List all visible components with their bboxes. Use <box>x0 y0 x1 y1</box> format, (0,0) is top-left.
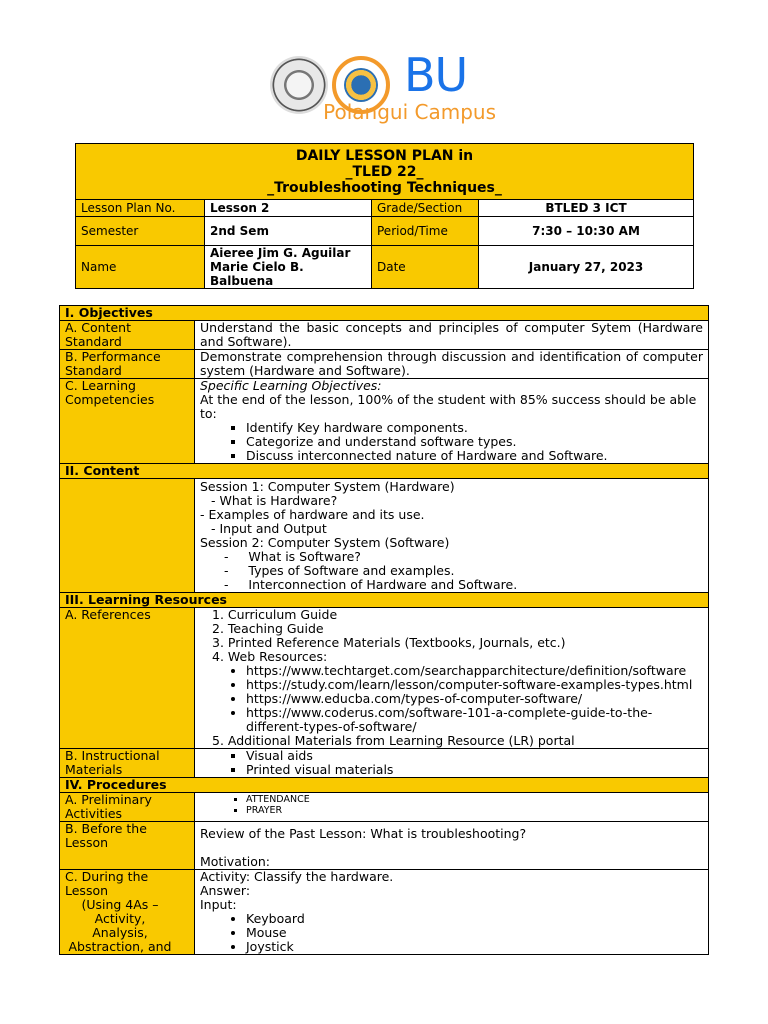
preliminary-activities: ▪ ATTENDANCE ▪ PRAYER <box>195 793 709 822</box>
date-label: Date <box>372 246 479 289</box>
resources-heading: III. Learning Resources <box>60 593 709 608</box>
content-standard: Understand the basic concepts and principles of computer Sytem (Hardware and Software). <box>195 321 709 350</box>
semester-label: Semester <box>76 217 205 246</box>
instructional-materials-label: B. Instructional Materials <box>60 749 195 778</box>
web-link[interactable]: • https://study.com/learn/lesson/computer-software-examples-types.html <box>246 678 703 692</box>
logo-campus-text: Polangui Campus <box>323 100 496 124</box>
logo-bu-text: BU <box>404 48 468 102</box>
lesson-plan-no: Lesson 2 <box>205 200 372 217</box>
name-label: Name <box>76 246 205 289</box>
instructional-materials: ▪ Visual aids ▪ Printed visual materials <box>195 749 709 778</box>
before-lesson-label: B. Before the Lesson <box>60 822 195 870</box>
content-standard-label: A. Content Standard <box>60 321 195 350</box>
during-lesson: Activity: Classify the hardware. Answer: Input: • Keyboard • Mouse • Joystick <box>195 870 709 955</box>
university-logo <box>270 48 510 126</box>
grade-label: Grade/Section <box>372 200 479 217</box>
web-link[interactable]: • https://www.techtarget.com/searchapparchitecture/definition/software <box>246 664 703 678</box>
web-link[interactable]: • https://www.coderus.com/software-101-a-complete-guide-to-the-different-types-of-software/ <box>246 706 703 734</box>
content-sessions: Session 1: Computer System (Hardware) - What is Hardware? - Examples of hardware and its use. - Input and Output Session 2: Computer System (Software) - What is Software? - Types of Software and examples. - Interconnection of Hardware and Software. <box>195 479 709 593</box>
preliminary-label: A. Preliminary Activities <box>60 793 195 822</box>
learning-competencies-label: C. Learning Competencies <box>60 379 195 464</box>
learning-competencies: Specific Learning Objectives: At the end of the lesson, 100% of the student with 85% success should be able to: ▪ Identify Key hardware components. ▪ Categorize and understand software types. ▪ Discuss interconnected nature of Hardware and Software. <box>195 379 709 464</box>
lesson-plan-no-label: Lesson Plan No. <box>76 200 205 217</box>
performance-standard: Demonstrate comprehension through discussion and identification of computer system (Hardware and Software). <box>195 350 709 379</box>
content-heading: II. Content <box>60 464 709 479</box>
procedures-heading: IV. Procedures <box>60 778 709 793</box>
grade-value: BTLED 3 ICT <box>479 200 694 217</box>
semester-value: 2nd Sem <box>205 217 372 246</box>
list-item: ▪ Categorize and understand software types. <box>246 435 703 449</box>
list-item: ▪ Identify Key hardware components. <box>246 421 703 435</box>
name-value: Aieree Jim G. Aguilar Marie Cielo B. Balbuena <box>205 246 372 289</box>
performance-standard-label: B. Performance Standard <box>60 350 195 379</box>
lesson-title: DAILY LESSON PLAN in _TLED 22_ _Troubleshooting Techniques_ <box>76 144 694 200</box>
objectives-heading: I. Objectives <box>60 306 709 321</box>
lesson-header-table <box>75 143 694 289</box>
date-value: January 27, 2023 <box>479 246 694 289</box>
lesson-body-table <box>59 305 709 955</box>
references-label: A. References <box>60 608 195 749</box>
period-label: Period/Time <box>372 217 479 246</box>
before-lesson: Review of the Past Lesson: What is troubleshooting? Motivation: <box>195 822 709 870</box>
list-item: ▪ Discuss interconnected nature of Hardware and Software. <box>246 449 703 463</box>
during-lesson-label: C. During the Lesson (Using 4As – Activity, Analysis, Abstraction, and <box>60 870 195 955</box>
references: 1. Curriculum Guide 2. Teaching Guide 3. Printed Reference Materials (Textbooks, Journals, etc.) 4. Web Resources: • https://www.techtarget.com/searchapparchitecture/definition/software • https://study.com/learn/lesson/computer-software-examples-types.html • https://www.educba.com/types-of-computer-software/ • https://www.coderus.com/software-101-a-complete-guide-to-the-different-types-of-software/ 5. Additional Materials from Learning Resource (LR) portal <box>195 608 709 749</box>
web-link[interactable]: • https://www.educba.com/types-of-computer-software/ <box>246 692 703 706</box>
period-value: 7:30 – 10:30 AM <box>479 217 694 246</box>
